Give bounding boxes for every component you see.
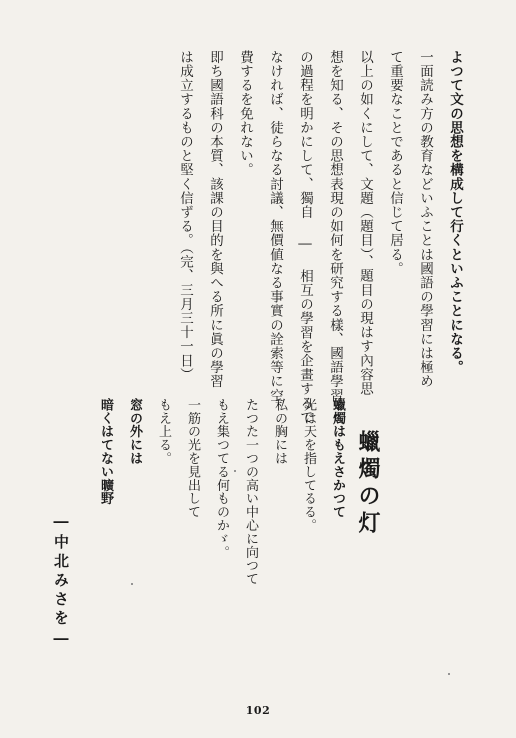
prose-line: よつて文の思想を構成して行くといふことになる。 (447, 50, 463, 375)
poem-line: 窓の外には (127, 398, 142, 465)
prose-line: の過程を明かにして、獨自 ― 相互の學習を企畫するで (297, 50, 313, 425)
poem-line: 暗くはてない曠野 (98, 398, 113, 506)
poem-line: 私の胸には (272, 398, 287, 465)
prose-line: 以上の如くにして、文題（題目）、題目の現はす內容思 (357, 50, 373, 396)
poem-line: もえ上る。 (156, 398, 171, 465)
prose-line: て重要なことであると信じて居る。 (387, 50, 403, 276)
poem-line: 一筋の光を見出して (185, 398, 200, 519)
prose-line: 即ち國語科の本質、該課の目的を與へる所に眞の學習 (207, 50, 223, 389)
poem-line: 光は天を指してるる。 (301, 398, 316, 532)
prose-line: 費するを免れない。 (237, 50, 253, 177)
poem-title: 蠟燭の灯 (355, 430, 381, 538)
page-number: 102 (245, 704, 271, 717)
author-byline: ―中北みさを― (52, 512, 70, 651)
print-speck (234, 470, 236, 472)
prose-line: 一面読み方の教育などいふことは國語の學習には極め (417, 50, 433, 389)
prose-line: なければ、徒らなる討議、無價値なる事實の詮索等に空 (267, 50, 283, 403)
prose-line: は成立するものと堅く信ずる。（完、三月三十一日） (177, 50, 193, 382)
print-speck (448, 673, 450, 675)
print-speck (131, 583, 133, 585)
poem-body (98, 398, 352, 586)
prose-block (170, 50, 470, 425)
prose-line: 想を知る、その思想表現の如何を研究する樣、國語學習 (327, 50, 343, 403)
poem-line: もえ集つてる何ものかゞ。 (214, 398, 229, 559)
poem-line: たつた一つの高い中心に向つて (243, 398, 258, 586)
poem-line: 蠟燭はもえさかつて (330, 398, 345, 519)
